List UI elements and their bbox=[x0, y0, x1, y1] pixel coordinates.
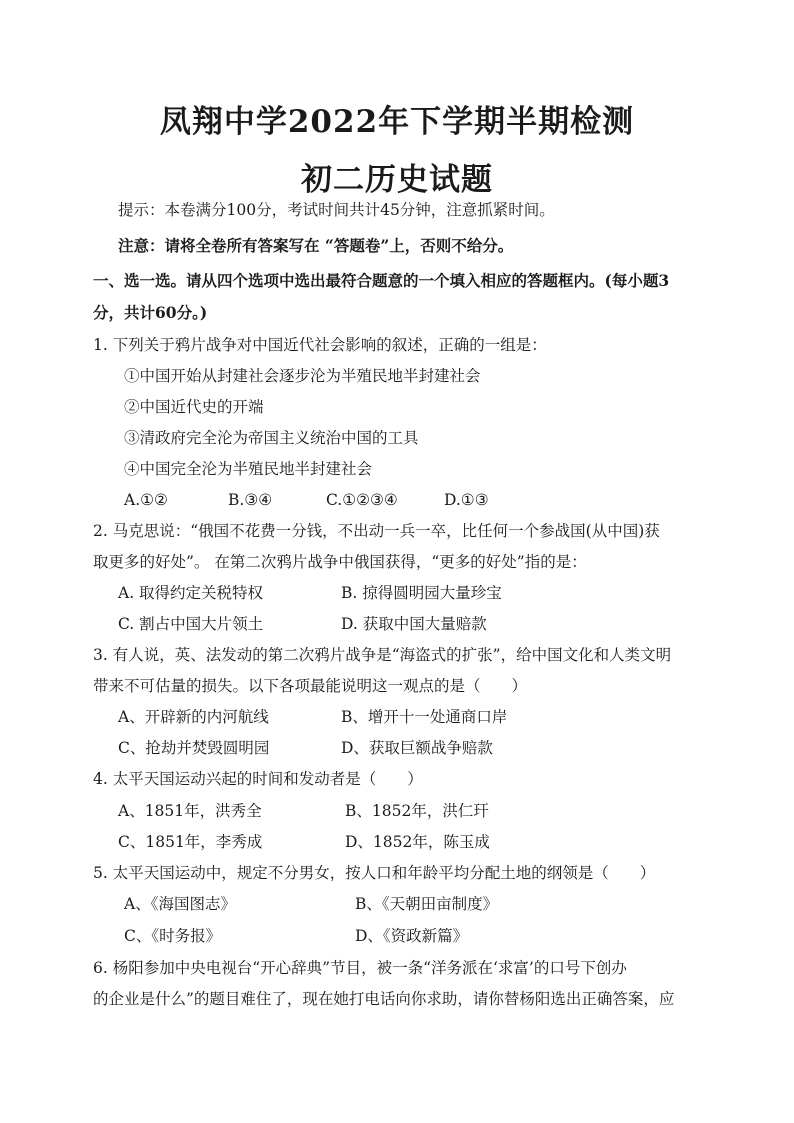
question-3-stem: 3. 有人说，英、法发动的第二次鸦片战争是“海盗式的扩张”，给中国文化和人类文明 bbox=[93, 646, 672, 664]
question-2-stem-cont: 取更多的好处”。 在第二次鸦片战争中俄国获得，“更多的好处”指的是： bbox=[93, 553, 587, 571]
exam-hint: 提示：本卷满分100分，考试时间共计45分钟，注意抓紧时间。 bbox=[118, 201, 555, 219]
question-5-option-a: A、《海国图志》 bbox=[124, 895, 236, 913]
question-1-option-d: D.①③ bbox=[444, 491, 489, 509]
question-5-option-d: D、《资政新篇》 bbox=[355, 927, 469, 945]
question-1-statement-1: ①中国开始从封建社会逐步沦为半殖民地半封建社会 bbox=[124, 367, 481, 385]
question-4-option-b: B、1852年，洪仁玕 bbox=[345, 802, 489, 820]
exam-title: 凤翔中学2022年下学期半期检测 bbox=[159, 104, 635, 140]
question-3-option-c: C、抢劫并焚毁圆明园 bbox=[118, 739, 270, 757]
exam-notice: 注意：请将全卷所有答案写在 “答题卷”上，否则不给分。 bbox=[118, 236, 514, 255]
question-1-option-b: B.③④ bbox=[228, 491, 273, 509]
question-5-option-b: B、《天朝田亩制度》 bbox=[355, 895, 499, 913]
question-4-option-d: D、1852年，陈玉成 bbox=[345, 833, 490, 851]
question-2-option-b: B. 掠得圆明园大量珍宝 bbox=[341, 584, 502, 602]
section-heading: 一、选一选。请从四个选项中选出最符合题意的一个填入相应的答题框内。(每小题3 bbox=[93, 271, 670, 290]
question-3-stem-cont: 带来不可估量的损失。以下各项最能说明这一观点的是（ ） bbox=[93, 677, 528, 695]
question-4-stem: 4. 太平天国运动兴起的时间和发动者是（ ） bbox=[93, 770, 423, 788]
question-6-stem: 6. 杨阳参加中央电视台“开心辞典”节目，被一条“洋务派在‘求富’的口号下创办 bbox=[93, 959, 627, 977]
question-3-option-d: D、获取巨额战争赔款 bbox=[341, 739, 493, 757]
exam-subtitle: 初二历史试题 bbox=[301, 162, 493, 198]
question-1-stem: 1. 下列关于鸦片战争对中国近代社会影响的叙述，正确的一组是： bbox=[93, 336, 547, 354]
question-4-option-a: A、1851年，洪秀全 bbox=[118, 802, 262, 820]
question-3-option-b: B、增开十一处通商口岸 bbox=[341, 708, 508, 726]
question-5-stem: 5. 太平天国运动中，规定不分男女，按人口和年龄平均分配土地的纲领是（ ） bbox=[93, 864, 656, 882]
question-2-stem: 2. 马克思说：“俄国不花费一分钱，不出动一兵一卒，比任何一个参战国(从中国)获 bbox=[93, 522, 660, 540]
question-6-stem-cont: 的企业是什么”的题目难住了，现在她打电话向你求助，请你替杨阳选出正确答案，应 bbox=[93, 990, 675, 1008]
section-heading-cont: 分，共计60分。) bbox=[93, 303, 208, 322]
question-2-option-d: D. 获取中国大量赔款 bbox=[341, 615, 487, 633]
question-4-option-c: C、1851年，李秀成 bbox=[118, 833, 263, 851]
question-5-option-c: C、《时务报》 bbox=[124, 927, 222, 945]
question-1-option-a: A.①② bbox=[124, 491, 168, 509]
question-1-statement-3: ③清政府完全沦为帝国主义统治中国的工具 bbox=[124, 429, 419, 447]
question-2-option-c: C. 割占中国大片领土 bbox=[118, 615, 264, 633]
question-2-option-a: A. 取得约定关税特权 bbox=[118, 584, 264, 602]
question-1-statement-4: ④中国完全沦为半殖民地半封建社会 bbox=[124, 460, 373, 478]
question-3-option-a: A、开辟新的内河航线 bbox=[118, 708, 269, 726]
question-1-option-c: C.①②③④ bbox=[326, 491, 398, 509]
question-1-statement-2: ②中国近代史的开端 bbox=[124, 398, 264, 416]
